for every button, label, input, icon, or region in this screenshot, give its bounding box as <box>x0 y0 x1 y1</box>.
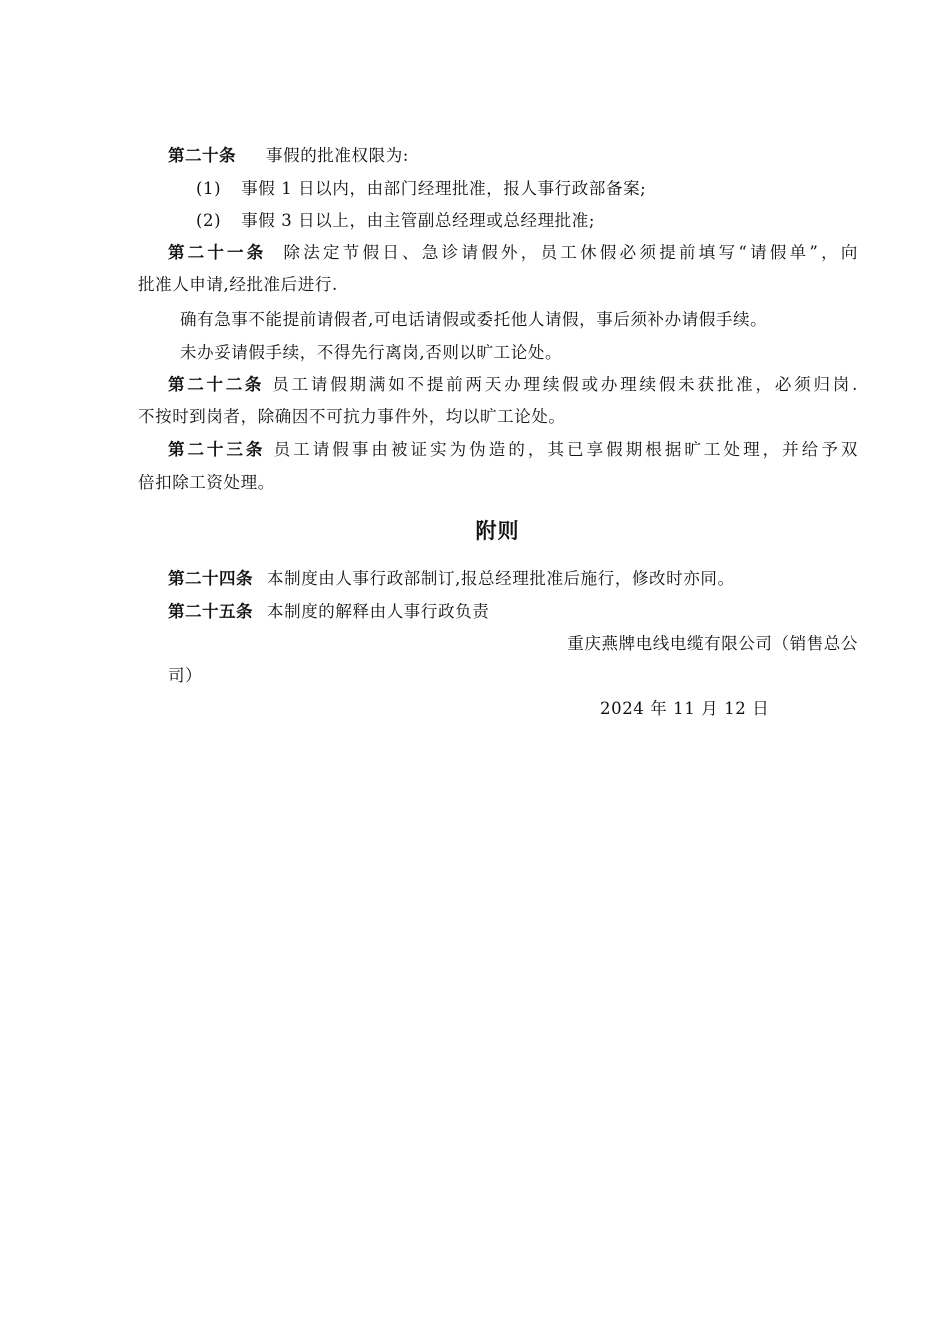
article-23-text: 员工请假事由被证实为伪造的，其已享假期根据旷工处理，并给予双 <box>273 440 858 459</box>
article-21-text: 除法定节假日、急诊请假外，员工休假必须提前填写“请假单”，向 <box>283 243 858 262</box>
company-name-line-2: 司） <box>168 666 203 685</box>
article-22-label: 第二十二条 <box>168 375 265 394</box>
article-24-label: 第二十四条 <box>168 569 253 588</box>
article-21-para-2: 确有急事不能提前请假者,可电话请假或委托他人请假，事后须补办请假手续。 <box>180 310 768 329</box>
article-20-text: 事假的批准权限为: <box>266 146 409 165</box>
article-22-text: 员工请假期满如不提前两天办理续假或办理续假未获批准，必须归岗. <box>272 375 858 394</box>
article-25 <box>168 601 489 623</box>
article-21-line-1 <box>168 242 858 264</box>
article-25-label: 第二十五条 <box>168 602 253 621</box>
item-number: (1) <box>196 179 222 198</box>
article-23-label: 第二十三条 <box>168 440 266 459</box>
article-21-para-3: 未办妥请假手续，不得先行离岗,否则以旷工论处。 <box>180 343 563 362</box>
item-text: 事假 3 日以上，由主管副总经理或总经理批准; <box>241 211 596 230</box>
item-number: (2) <box>196 211 222 230</box>
article-21-label: 第二十一条 <box>168 243 267 262</box>
article-22-line-2: 不按时到岗者，除确因不可抗力事件外，均以旷工论处。 <box>138 407 566 426</box>
article-20-label: 第二十条 <box>168 146 236 165</box>
article-24 <box>168 568 735 590</box>
article-20 <box>168 145 409 167</box>
signature-date: 2024 年 11 月 12 日 <box>600 699 770 718</box>
article-23-line-2: 倍扣除工资处理。 <box>138 473 275 492</box>
article-20-item-2 <box>196 210 595 232</box>
article-20-item-1 <box>196 178 646 200</box>
article-22-line-1 <box>168 374 858 396</box>
article-21-line-2: 批准人申请,经批准后进行. <box>138 275 338 294</box>
appendix-heading: 附则 <box>475 519 520 543</box>
article-23-line-1 <box>168 439 858 461</box>
item-text: 事假 1 日以内，由部门经理批准，报人事行政部备案; <box>241 179 647 198</box>
article-24-text: 本制度由人事行政部制订,报总经理批准后施行，修改时亦同。 <box>267 569 735 588</box>
article-25-text: 本制度的解释由人事行政负责 <box>267 602 490 621</box>
company-name-line-1: 重庆燕牌电线电缆有限公司（销售总公 <box>567 634 858 653</box>
